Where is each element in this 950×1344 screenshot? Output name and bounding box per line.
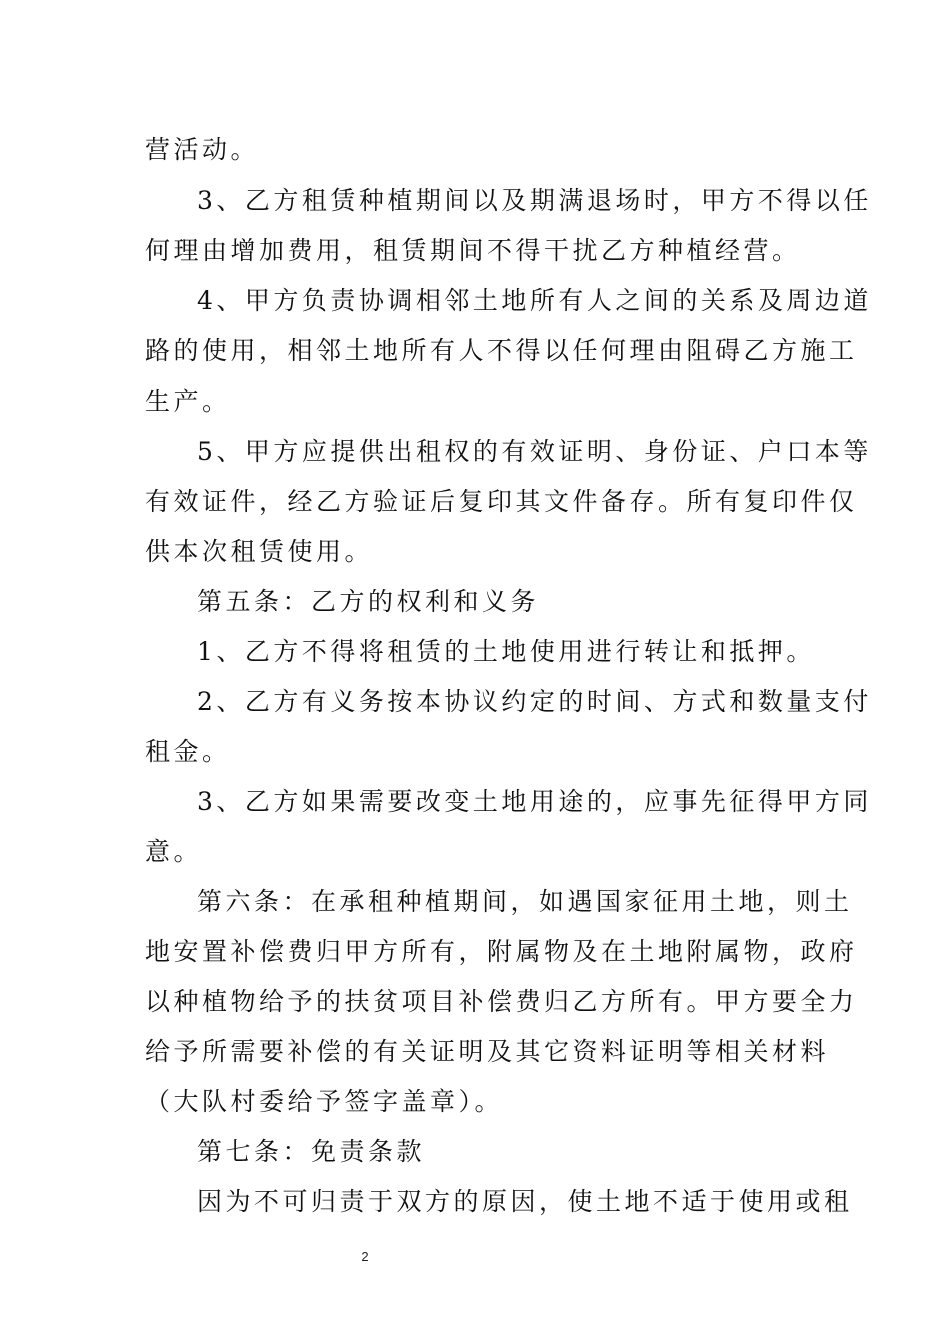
section-heading: 第七条：免责条款 xyxy=(197,1137,426,1166)
text-line: 路的使用，相邻土地所有人不得以任何理由阻碍乙方施工 xyxy=(145,336,858,365)
text-line: 供本次租赁使用。 xyxy=(145,537,374,566)
text-line: 有效证件，经乙方验证后复印其文件备存。所有复印件仅 xyxy=(145,487,858,516)
text-line: 3、乙方租赁种植期间以及期满退场时，甲方不得以任 xyxy=(197,186,872,215)
text-line: 4、甲方负责协调相邻土地所有人之间的关系及周边道 xyxy=(197,286,872,315)
text-line: 因为不可归责于双方的原因，使土地不适于使用或租 xyxy=(197,1187,853,1216)
text-line: 3、乙方如果需要改变土地用途的，应事先征得甲方同 xyxy=(197,787,872,816)
text-line: 给予所需要补偿的有关证明及其它资料证明等相关材料 xyxy=(145,1037,830,1066)
text-line: 5、甲方应提供出租权的有效证明、身份证、户口本等 xyxy=(197,437,872,466)
text-line: 2、乙方有义务按本协议约定的时间、方式和数量支付 xyxy=(197,687,872,716)
text-line: 1、乙方不得将租赁的土地使用进行转让和抵押。 xyxy=(197,637,815,666)
text-line: 何理由增加费用，租赁期间不得干扰乙方种植经营。 xyxy=(145,236,801,265)
text-line: 意。 xyxy=(145,837,203,866)
text-line: 租金。 xyxy=(145,737,231,766)
section-heading: 第五条：乙方的权利和义务 xyxy=(197,587,540,616)
text-line: （大队村委给予签字盖章）。 xyxy=(145,1087,504,1116)
page-number: 2 xyxy=(361,1249,369,1264)
text-line: 营活动。 xyxy=(145,135,260,164)
text-line: 地安置补偿费归甲方所有，附属物及在土地附属物，政府 xyxy=(145,937,858,966)
text-line: 生产。 xyxy=(145,387,231,416)
text-line: 以种植物给予的扶贫项目补偿费归乙方所有。甲方要全力 xyxy=(145,987,858,1016)
text-line: 第六条：在承租种植期间，如遇国家征用土地，则土 xyxy=(197,887,853,916)
